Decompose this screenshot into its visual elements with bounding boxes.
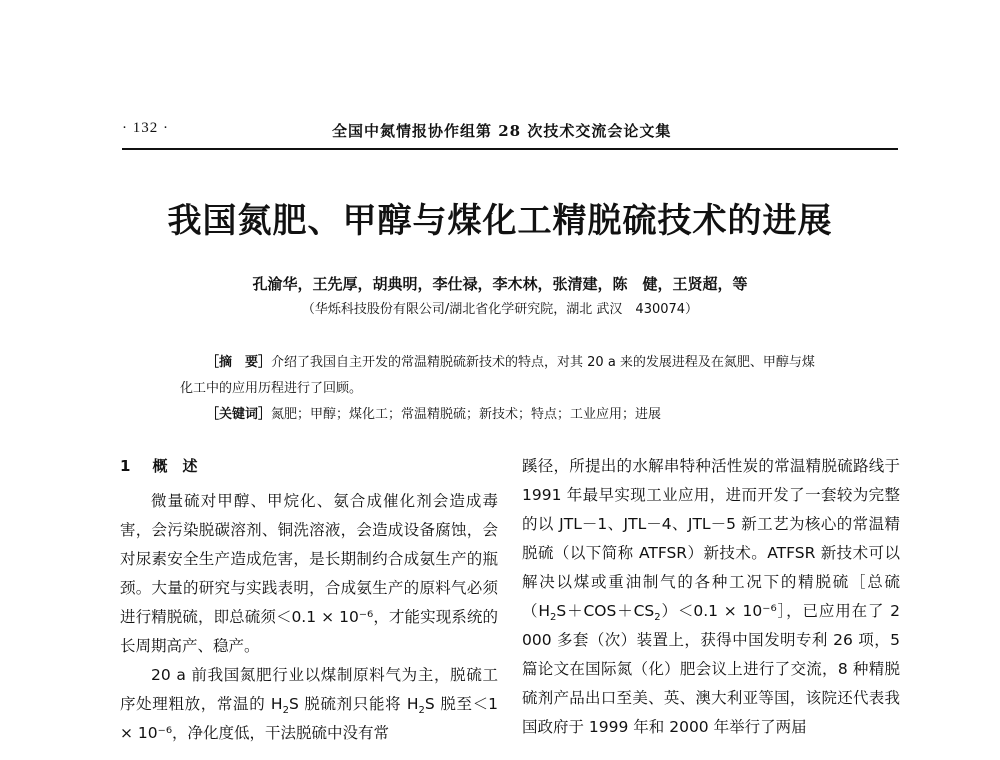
paragraph: 微量硫对甲醇、甲烷化、氨合成催化剂会造成毒害，会污染脱碳溶剂、铜洗溶液，会造成设备腐蚀，会对尿素安全生产造成危害，是长期制约合成氨生产的瓶颈。大量的研究与实践表明，合成氨生产的原料气必须进行精脱硫，即总硫须＜0.1 × 10⁻⁶，才能实现系统的长周期高产、稳产。 (120, 492, 498, 655)
author-list: 孔渝华，王先厚，胡典明，李仕禄，李木林，张清建，陈 健，王贤超，等 (252, 275, 748, 293)
subscript: 2 (418, 705, 425, 717)
text-run: 蹊径，所提出的水解串特种活性炭的常温精脱硫路线于 1991 年最早实现工业应用，进而开发了一套较为完整的以 JTL－1、JTL－4、JTL－5 新工艺为核心的常温精脱硫（以下简称 ATFSR）新技术。ATFSR 新技术可以解决以煤或重油制气的各种工况下的精脱硫［总硫（H (522, 457, 900, 620)
keywords-text: 氮肥；甲醇；煤化工；常温精脱硫；新技术；特点；工业应用；进展 (271, 407, 662, 422)
running-head (122, 120, 898, 144)
left-column (120, 452, 498, 748)
paragraph (522, 452, 900, 742)
header-rule (122, 148, 898, 150)
right-column (522, 452, 900, 742)
abstract-block (180, 350, 820, 428)
subscript: 2 (550, 612, 557, 624)
section-number: 1 (120, 457, 131, 475)
text-run: S 脱硫剂只能将 H (288, 695, 419, 713)
journal-title: 全国中氮情报协作组第 28 次技术交流会论文集 (332, 122, 672, 140)
text-run: ）＜0.1 × 10⁻⁶］，已应用在了 2 000 多套（次）装置上，获得中国发明专利 26 项，5 篇论文在国际氮（化）肥会议上进行了交流，8 种精脱硫剂产品出口至美、英、澳大利亚等国，该院还代表我国政府于 1999 年和 2000 年举行了两届 (522, 602, 900, 736)
affiliation: （华烁科技股份有限公司/湖北省化学研究院，湖北 武汉 430074） (301, 302, 699, 317)
text-run: 20 a 前我国氮肥行业以煤制原料气为主，脱硫工序处理粗放，常温的 H (120, 666, 498, 713)
text-run: S＋COS＋CS (556, 602, 655, 620)
section-title: 概 述 (152, 457, 198, 475)
page-number: · 132 · (122, 120, 169, 136)
keywords-label: ［关键词］ (206, 407, 272, 422)
paragraph (120, 661, 498, 748)
subscript: 2 (654, 612, 661, 624)
abstract (180, 350, 820, 402)
keywords (180, 402, 820, 428)
subscript: 2 (282, 705, 289, 717)
text-run: S 脱至＜1 × 10⁻⁶，净化度低，干法脱硫中没有常 (120, 695, 498, 742)
abstract-text: 介绍了我国自主开发的常温精脱硫新技术的特点，对其 20 a 来的发展进程及在氮肥、甲醇与煤化工中的应用历程进行了回顾。 (180, 355, 815, 396)
section-heading (120, 452, 498, 481)
abstract-label: ［摘 要］ (206, 355, 272, 370)
article-title: 我国氮肥、甲醇与煤化工精脱硫技术的进展 (167, 201, 833, 241)
